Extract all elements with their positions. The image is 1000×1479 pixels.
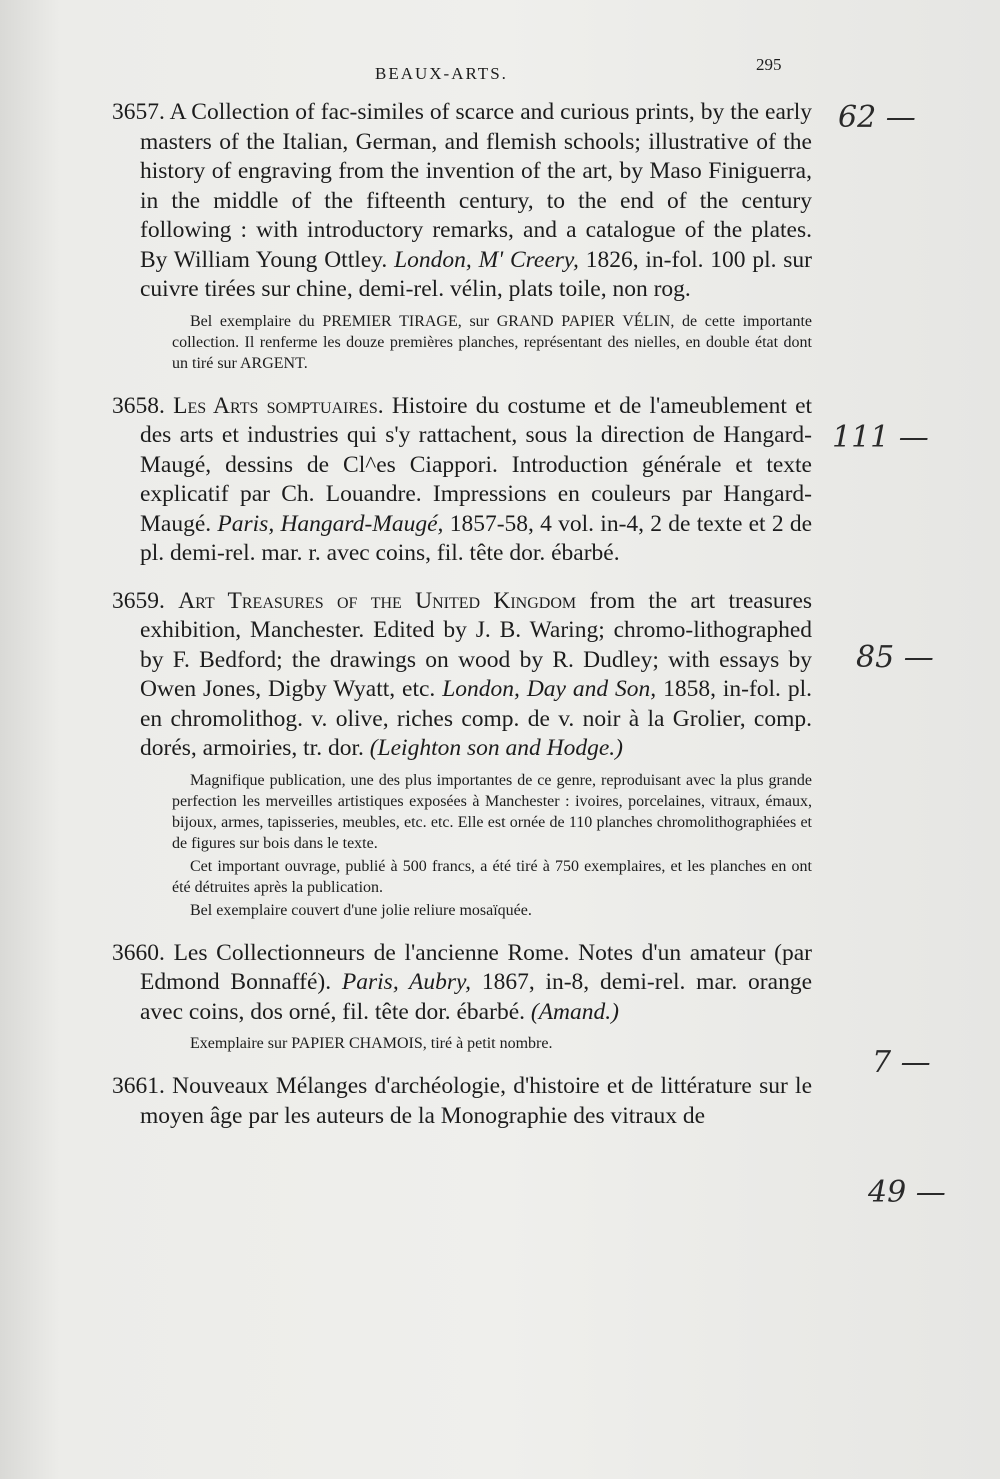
entry-details: 1867, in-8, demi-rel. mar. orange avec coins, dos orné, fil. tête dor. ébarbé. (140, 969, 812, 1025)
entry-imprint: London, M' Creery, (394, 246, 579, 273)
catalogue-entry (112, 587, 812, 921)
catalogue-entry (112, 939, 812, 1055)
handwritten-price: 85 — (856, 640, 934, 675)
page-number: 295 (756, 55, 782, 74)
entry-title: Nouveaux Mélanges d'archéologie, d'histoire et de littérature sur le moyen âge par les auteurs de la Monographie des vitraux de (140, 1073, 812, 1129)
catalogue-entry (112, 392, 812, 569)
entry-text (112, 1072, 812, 1131)
entry-title: Les Collectionneurs de l'ancienne Rome. Notes d'un amateur (par Edmond Bonnaffé). (140, 939, 812, 995)
handwritten-price: 111 — (832, 420, 929, 455)
entry-text (112, 587, 812, 764)
entry-title: Histoire du costume et de l'ameublement et des arts et industries qui s'y rattachent, sous la direction de Hangard-Maugé, dessins de Cl^es Ciappori. Introduction générale et texte explicatif par Ch. Louandre. Impressions en couleurs par Hangard-Maugé. (140, 392, 813, 537)
catalogue-entries (112, 98, 812, 1149)
catalogue-entry (112, 98, 812, 374)
entry-number: 3660. (112, 939, 165, 966)
handwritten-price: 49 — (868, 1175, 946, 1210)
entry-binder: (Amand.) (530, 998, 619, 1025)
entry-binder: (Leighton son and Hodge.) (369, 735, 623, 761)
entry-title: A Collection of fac-similes of scarce and curious prints, by the early masters of the Italian, German, and flemish schools; illustrative of the history of engraving from the invention of the art, by Maso Finiguerra, in the middle of the fifteenth century, to the end of the century following : with introductory remarks, and a catalogue of the plates. By William Young Ottley. (140, 99, 812, 273)
entry-title-smallcaps: Art Treasures of the United Kingdom (178, 587, 577, 614)
entry-number: 3661. (112, 1073, 165, 1099)
entry-details: 1858, in-fol. pl. en chromolithog. v. olive, riches comp. de v. noir à la Grolier, comp. dorés, armoiries, tr. dor. (140, 676, 812, 761)
entry-note: Bel exemplaire du PREMIER TIRAGE, sur GRAND PAPIER VÉLIN, de cette importante collection. Il renferme les douze premières planches, représentant des nielles, en double état dont un tiré sur ARGENT. (172, 312, 812, 372)
entry-note: Magnifique publication, une des plus importantes de ce genre, reproduisant avec la plus grande perfection les merveilles artistiques exposées à Manchester : ivoires, porcelaines, vitraux, émaux, bijoux, armes, tapisseries, meubles, etc. etc. Elle est ornée de 110 planches chromolithographiées et de figures sur bois dans le texte. (172, 771, 812, 852)
entry-imprint: Paris, Aubry, (341, 969, 472, 995)
entry-details: 1857-58, 4 vol. in-4, 2 de texte et 2 de pl. demi-rel. mar. r. avec coins, fil. tête dor. ébarbé. (140, 510, 813, 566)
entry-note: Bel exemplaire couvert d'une jolie reliure mosaïquée. (190, 901, 532, 919)
entry-number: 3659. (112, 587, 165, 614)
entry-details: 1826, in-fol. 100 pl. sur cuivre tirées sur chine, demi-rel. vélin, plats toile, non rog. (140, 246, 812, 302)
entry-text (112, 98, 812, 305)
entry-title-smallcaps: Les Arts somptuaires. (173, 392, 384, 419)
entry-imprint: London, Day and Son, (442, 676, 657, 702)
handwritten-price: 62 — (838, 100, 916, 135)
entry-title: from the art treasures exhibition, Manchester. Edited by J. B. Waring; chromo-lithographed by F. Bedford; the drawings on wood by R. Dudley; with essays by Owen Jones, Digby Wyatt, etc. (140, 587, 813, 702)
catalogue-entry (112, 1072, 812, 1131)
entry-imprint: Paris, Hangard-Maugé, (217, 510, 444, 537)
entry-text (112, 939, 812, 1028)
handwritten-price: 7 — (872, 1045, 931, 1080)
entry-note: Cet important ouvrage, publié à 500 francs, a été tiré à 750 exemplaires, et les planches en ont été détruites après la publication. (172, 857, 812, 896)
entry-text (112, 392, 812, 569)
entry-number: 3658. (112, 392, 165, 419)
running-head: BEAUX-ARTS. (375, 64, 508, 83)
entry-number: 3657. (112, 99, 165, 125)
entry-note: Exemplaire sur PAPIER CHAMOIS, tiré à petit nombre. (190, 1035, 553, 1052)
